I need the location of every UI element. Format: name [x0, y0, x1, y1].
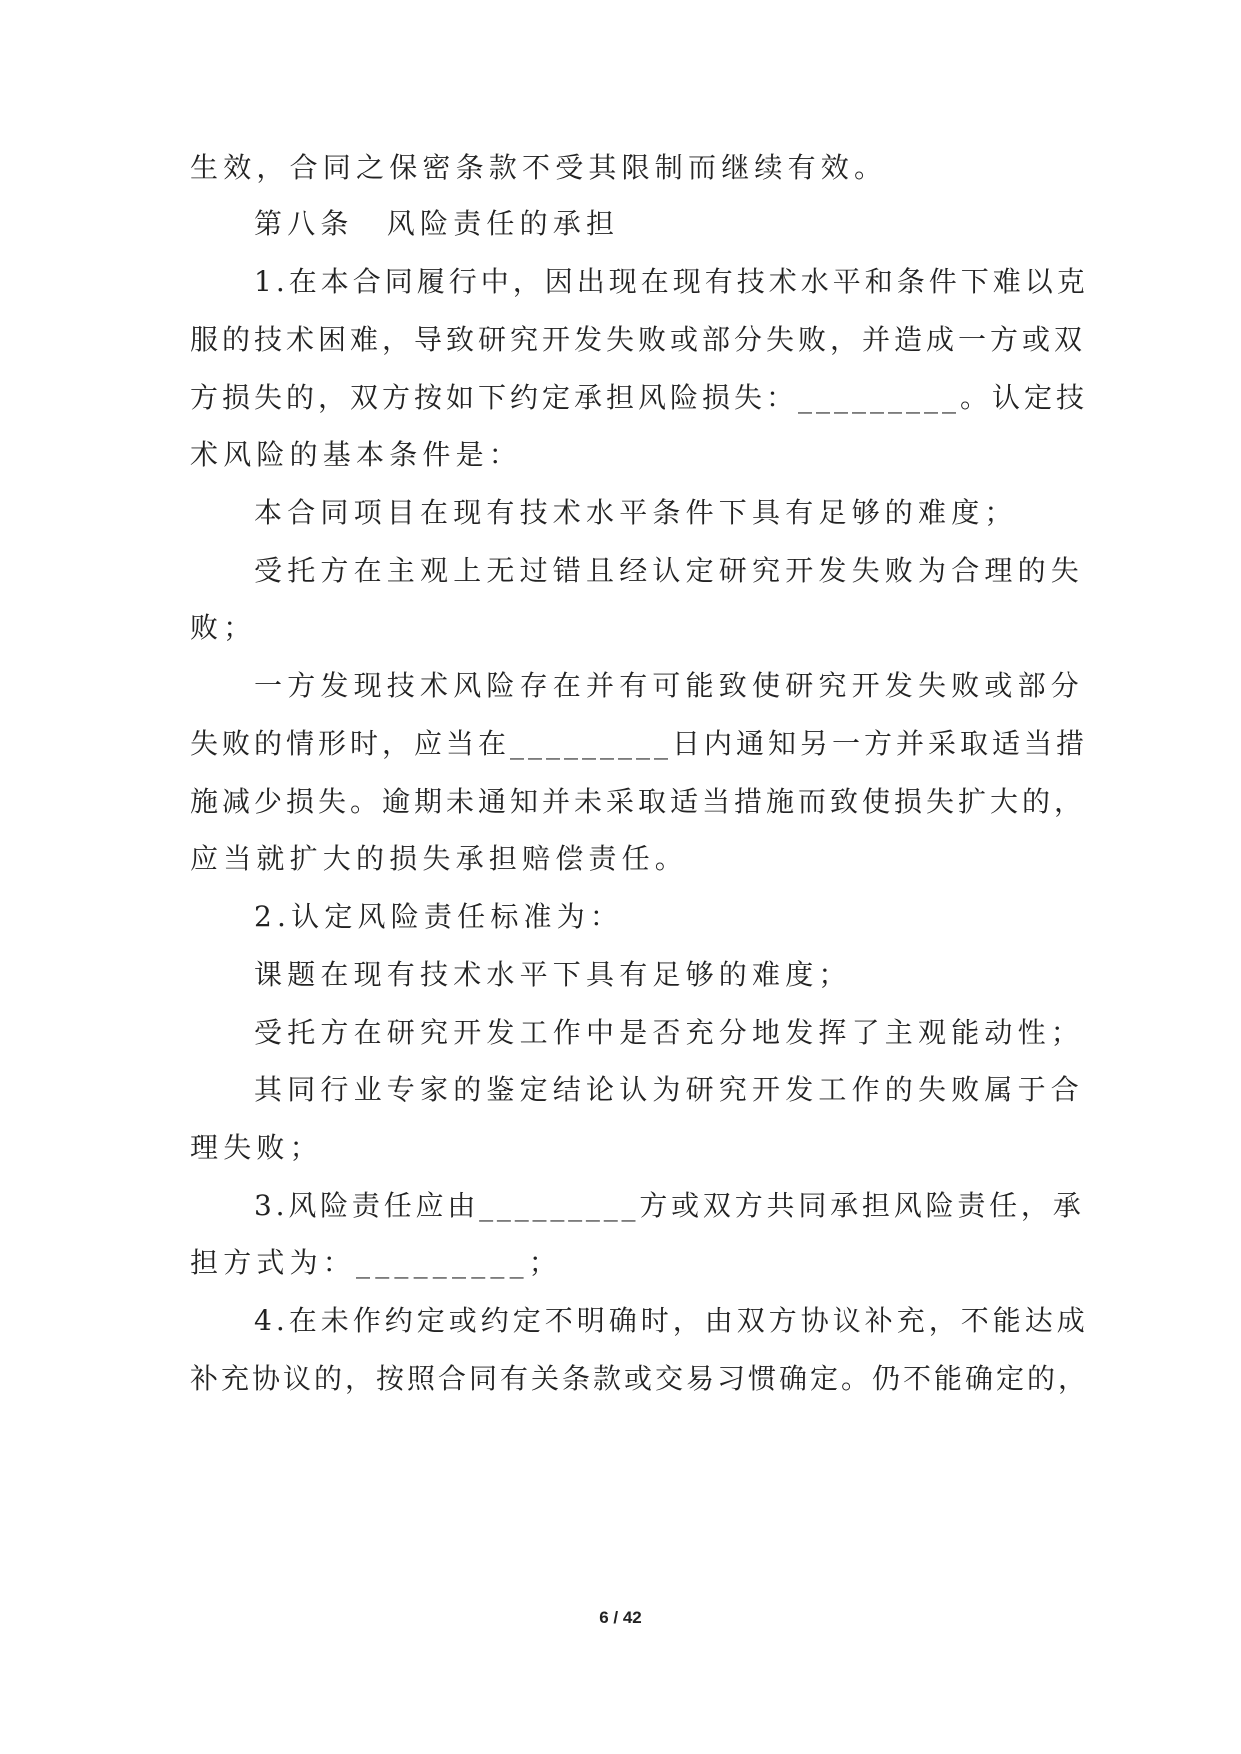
- text-line: 担方式为：_________；: [190, 1246, 563, 1279]
- text-line: 补充协议的，按照合同有关条款或交易习惯确定。仍不能确定的，: [190, 1362, 1090, 1395]
- text-line: 术风险的基本条件是：: [190, 438, 523, 471]
- text-line: 2.认定风险责任标准为：: [254, 900, 624, 933]
- text-line: 应当就扩大的损失承担赔偿责任。: [190, 842, 689, 875]
- text-line: 理失败；: [190, 1131, 323, 1164]
- text-line: 3.风险责任应由_________方或双方共同承担风险责任，承: [254, 1189, 1085, 1222]
- text-line: 失败的情形时，应当在_________日内通知另一方并采取适当措: [190, 727, 1089, 760]
- text-line: 其同行业专家的鉴定结论认为研究开发工作的失败属于合: [254, 1073, 1085, 1106]
- text-line: 课题在现有技术水平下具有足够的难度；: [254, 958, 852, 991]
- page-number: 6 / 42: [599, 1608, 642, 1627]
- section-heading: 第八条 风险责任的承担: [254, 207, 620, 240]
- text-line: 一方发现技术风险存在并有可能致使研究开发失败或部分: [254, 669, 1085, 702]
- text-line: 受托方在研究开发工作中是否充分地发挥了主观能动性；: [254, 1016, 1085, 1049]
- text-line: 4.在未作约定或约定不明确时，由双方协议补充，不能达成: [254, 1304, 1089, 1337]
- text-line: 受托方在主观上无过错且经认定研究开发失败为合理的失: [254, 554, 1085, 587]
- text-line: 施减少损失。逾期未通知并未采取适当措施而致使损失扩大的，: [190, 785, 1087, 818]
- text-line: 1.在本合同履行中，因出现在现有技术水平和条件下难以克: [254, 265, 1089, 298]
- text-line: 本合同项目在现有技术水平条件下具有足够的难度；: [254, 496, 1018, 529]
- text-line: 败；: [190, 611, 257, 644]
- text-line: 方损失的，双方按如下约定承担风险损失：_________。认定技: [190, 381, 1089, 414]
- text-line: 生效，合同之保密条款不受其限制而继续有效。: [190, 151, 888, 184]
- text-line: 服的技术困难，导致研究开发失败或部分失败，并造成一方或双: [190, 323, 1087, 356]
